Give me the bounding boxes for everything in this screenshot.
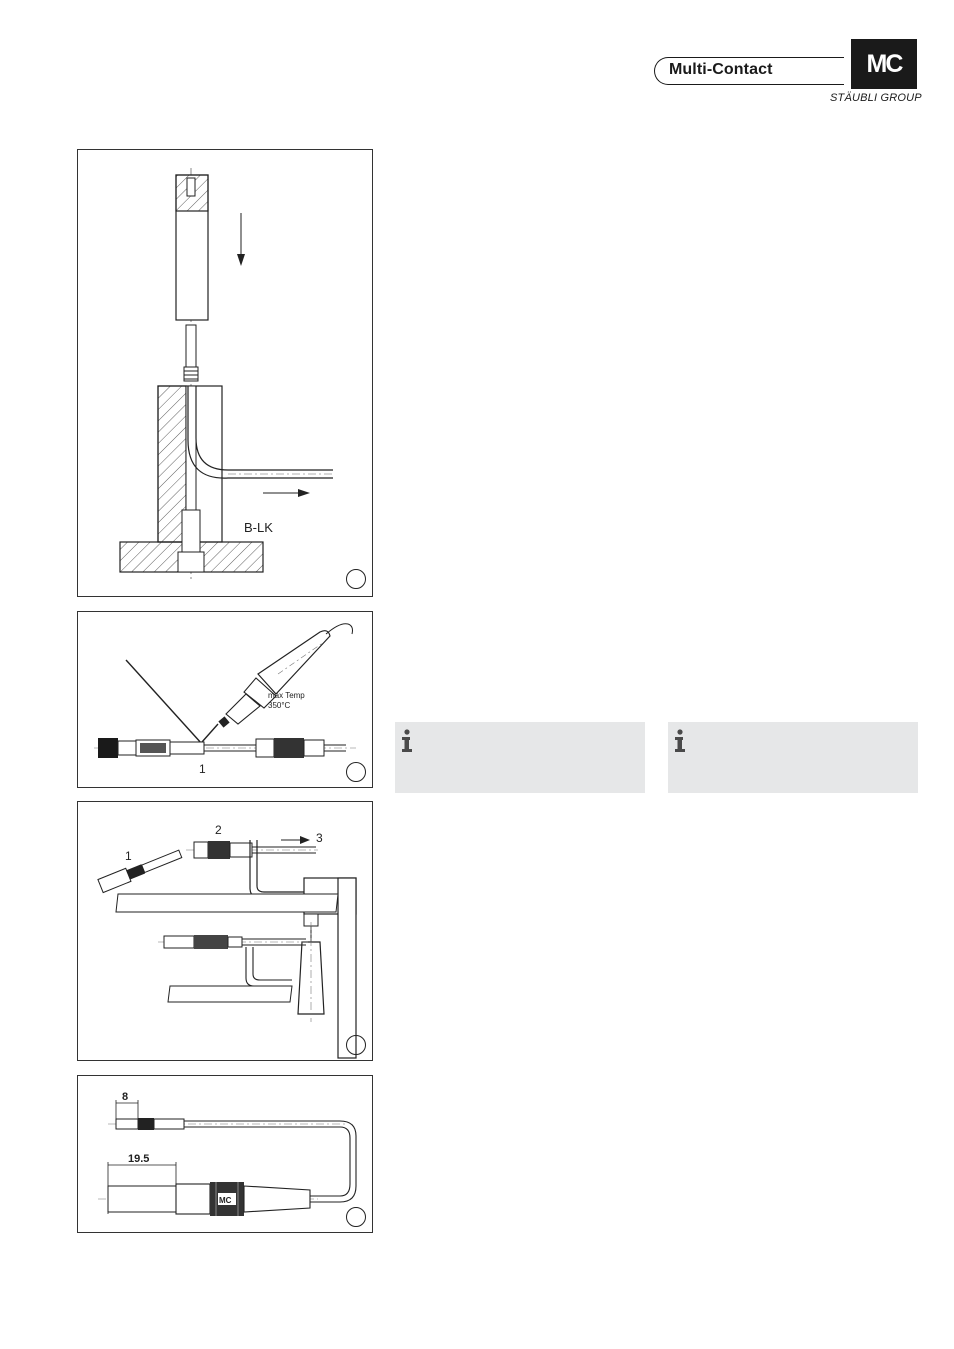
- dimension-small: 8: [122, 1091, 129, 1103]
- figure-soldering: [77, 611, 373, 788]
- figure-press-tool: [77, 149, 373, 597]
- info-icon: [401, 729, 413, 753]
- assembly-drawing: [78, 802, 374, 1062]
- assembly-step2-label: 2: [215, 823, 222, 837]
- figure-dimensions: [77, 1075, 373, 1233]
- connector-mark: MC: [219, 1196, 232, 1205]
- figure-assembly: [77, 801, 373, 1061]
- step-number-circle: [346, 1035, 366, 1055]
- soldering-drawing: [78, 612, 374, 789]
- step-number-circle: [346, 569, 366, 589]
- temp-label-line1: max Temp: [268, 691, 305, 700]
- info-box-right: [668, 722, 918, 793]
- dimensions-drawing: [78, 1076, 374, 1234]
- step-number-circle: [346, 1207, 366, 1227]
- brand-name: Multi-Contact: [669, 61, 773, 78]
- temp-label-line2: 350°C: [268, 701, 291, 710]
- dimension-large: 19.5: [128, 1153, 150, 1165]
- group-name: STÄUBLI GROUP: [830, 92, 922, 104]
- mc-logo-text: MC: [866, 49, 902, 78]
- assembly-step3-label: 3: [316, 831, 323, 845]
- tool-label: B-LK: [244, 520, 273, 535]
- assembly-step1-label: 1: [125, 849, 132, 863]
- info-box-left: [395, 722, 645, 793]
- part-label: 1: [199, 762, 206, 776]
- info-icon: [674, 729, 686, 753]
- press-tool-drawing: [78, 150, 374, 598]
- step-number-circle: [346, 762, 366, 782]
- mc-logo: [851, 39, 917, 89]
